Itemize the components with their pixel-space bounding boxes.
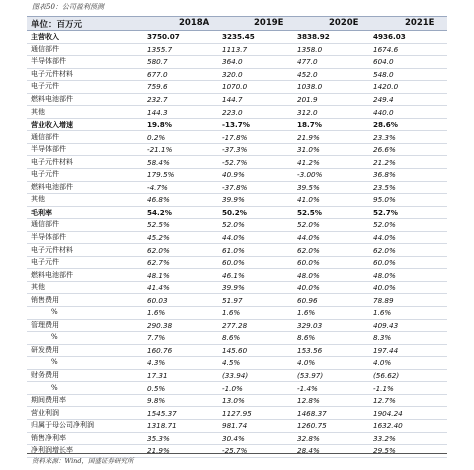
cell-value: 44.0%: [220, 231, 295, 244]
row-label: 财务费用: [27, 369, 145, 382]
cell-value: 320.0: [220, 68, 295, 81]
cell-value: 39.5%: [295, 181, 371, 194]
cell-value: 677.0: [145, 68, 220, 81]
row-label: 电子元件材料: [27, 68, 145, 81]
row-label: 燃料电池部件: [27, 181, 145, 194]
row-label: 半导体部件: [27, 143, 145, 156]
cell-value: -1.0%: [220, 382, 295, 395]
cell-value: -37.8%: [220, 181, 295, 194]
cell-value: 0.5%: [145, 382, 220, 395]
cell-value: 144.7: [220, 93, 295, 106]
cell-value: 39.9%: [220, 194, 295, 207]
row-label: 燃料电池部件: [27, 269, 145, 282]
cell-value: 1038.0: [295, 81, 371, 94]
cell-value: 78.89: [371, 294, 447, 307]
table-caption: 图表50：公司盈利预测: [32, 3, 104, 11]
row-label: 半导体部件: [27, 56, 145, 69]
row-label: 归属于母公司净利润: [27, 419, 145, 432]
cell-value: 4.5%: [220, 357, 295, 370]
cell-value: 36.8%: [371, 169, 447, 182]
cell-value: 52.0%: [220, 219, 295, 232]
table-row: [27, 269, 447, 282]
cell-value: 60.0%: [220, 256, 295, 269]
row-label: 销售净利率: [27, 432, 145, 445]
row-label: 通信部件: [27, 131, 145, 144]
cell-value: 3235.45: [220, 31, 295, 43]
cell-value: -21.1%: [145, 143, 220, 156]
cell-value: 440.0: [371, 106, 447, 119]
row-label: %: [27, 332, 145, 345]
cell-value: 41.0%: [295, 194, 371, 207]
cell-value: 13.0%: [220, 394, 295, 407]
cell-value: 160.76: [145, 344, 220, 357]
row-label: 净利润增长率: [27, 445, 145, 458]
cell-value: 1545.37: [145, 407, 220, 420]
table-row: [27, 68, 447, 81]
cell-value: 1358.0: [295, 43, 371, 56]
cell-value: 48.0%: [371, 269, 447, 282]
cell-value: -52.7%: [220, 156, 295, 169]
table-row: [27, 432, 447, 445]
table-row: [27, 56, 447, 69]
table-row: [27, 206, 447, 219]
table-row: [27, 294, 447, 307]
cell-value: 51.97: [220, 294, 295, 307]
table-row: [27, 307, 447, 320]
table-row: [27, 81, 447, 94]
cell-value: 60.0%: [371, 256, 447, 269]
cell-value: (33.94): [220, 369, 295, 382]
cell-value: 0.2%: [145, 131, 220, 144]
cell-value: 329.03: [295, 319, 371, 332]
cell-value: 277.28: [220, 319, 295, 332]
cell-value: 61.0%: [220, 244, 295, 257]
cell-value: 153.56: [295, 344, 371, 357]
table-row: [27, 319, 447, 332]
cell-value: 3750.07: [145, 31, 220, 43]
cell-value: 41.4%: [145, 281, 220, 294]
row-label: 通信部件: [27, 219, 145, 232]
cell-value: 33.2%: [371, 432, 447, 445]
table-row: [27, 369, 447, 382]
row-label: 毛利率: [27, 206, 145, 219]
row-label: 主营收入: [27, 31, 145, 43]
year-header-2019: 2019E: [254, 18, 284, 28]
cell-value: 40.0%: [295, 281, 371, 294]
cell-value: 50.2%: [220, 206, 295, 219]
cell-value: 1355.7: [145, 43, 220, 56]
cell-value: 40.0%: [371, 281, 447, 294]
cell-value: 48.1%: [145, 269, 220, 282]
cell-value: 1.6%: [220, 307, 295, 320]
cell-value: 1632.40: [371, 419, 447, 432]
row-label: 电子元件: [27, 169, 145, 182]
cell-value: 21.2%: [371, 156, 447, 169]
cell-value: 60.96: [295, 294, 371, 307]
cell-value: 4936.03: [371, 31, 447, 43]
cell-value: 580.7: [145, 56, 220, 69]
year-header-2018: 2018A: [179, 18, 210, 28]
table-row: [27, 169, 447, 182]
cell-value: 232.7: [145, 93, 220, 106]
table-row: [27, 43, 447, 56]
cell-value: 52.5%: [295, 206, 371, 219]
cell-value: 9.8%: [145, 394, 220, 407]
cell-value: 4.0%: [295, 357, 371, 370]
table-row: [27, 131, 447, 144]
table-row: [27, 357, 447, 370]
cell-value: 1318.71: [145, 419, 220, 432]
cell-value: 452.0: [295, 68, 371, 81]
unit-label: 单位：百万元: [31, 20, 83, 30]
cell-value: 39.9%: [220, 281, 295, 294]
footer-rule: [27, 453, 447, 454]
table-row: [27, 256, 447, 269]
cell-value: 48.0%: [295, 269, 371, 282]
cell-value: 23.3%: [371, 131, 447, 144]
forecast-table: [27, 31, 447, 458]
cell-value: 17.31: [145, 369, 220, 382]
table-row: [27, 344, 447, 357]
cell-value: 41.2%: [295, 156, 371, 169]
cell-value: 1127.95: [220, 407, 295, 420]
cell-value: 62.0%: [145, 244, 220, 257]
cell-value: -4.7%: [145, 181, 220, 194]
cell-value: 60.0%: [295, 256, 371, 269]
cell-value: 7.7%: [145, 332, 220, 345]
cell-value: 40.9%: [220, 169, 295, 182]
cell-value: 1070.0: [220, 81, 295, 94]
row-label: 营业收入增速: [27, 118, 145, 131]
table-row: [27, 31, 447, 43]
table-row: [27, 407, 447, 420]
cell-value: 35.3%: [145, 432, 220, 445]
cell-value: 52.5%: [145, 219, 220, 232]
cell-value: 290.38: [145, 319, 220, 332]
cell-value: 19.8%: [145, 118, 220, 131]
row-label: 半导体部件: [27, 231, 145, 244]
cell-value: 548.0: [371, 68, 447, 81]
table-row: [27, 93, 447, 106]
row-label: 其他: [27, 281, 145, 294]
row-label: 燃料电池部件: [27, 93, 145, 106]
cell-value: -1.1%: [371, 382, 447, 395]
row-label: 其他: [27, 106, 145, 119]
row-label: 通信部件: [27, 43, 145, 56]
cell-value: 52.7%: [371, 206, 447, 219]
cell-value: 44.0%: [371, 231, 447, 244]
cell-value: 26.6%: [371, 143, 447, 156]
cell-value: 1420.0: [371, 81, 447, 94]
table-row: [27, 419, 447, 432]
row-label: 期间费用率: [27, 394, 145, 407]
cell-value: 58.4%: [145, 156, 220, 169]
row-label: 研发费用: [27, 344, 145, 357]
year-header-2021: 2021E: [405, 18, 435, 28]
cell-value: 145.60: [220, 344, 295, 357]
cell-value: 18.7%: [295, 118, 371, 131]
cell-value: 249.4: [371, 93, 447, 106]
row-label: 销售费用: [27, 294, 145, 307]
cell-value: -37.3%: [220, 143, 295, 156]
cell-value: (53.97): [295, 369, 371, 382]
cell-value: 21.9%: [295, 131, 371, 144]
cell-value: 201.9: [295, 93, 371, 106]
table-row: [27, 382, 447, 395]
table-row: [27, 143, 447, 156]
cell-value: 1113.7: [220, 43, 295, 56]
table-row: [27, 106, 447, 119]
cell-value: 46.1%: [220, 269, 295, 282]
cell-value: 4.0%: [371, 357, 447, 370]
cell-value: 21.9%: [145, 445, 220, 458]
cell-value: 1468.37: [295, 407, 371, 420]
cell-value: 197.44: [371, 344, 447, 357]
cell-value: 62.0%: [295, 244, 371, 257]
row-label: %: [27, 307, 145, 320]
cell-value: 1.6%: [371, 307, 447, 320]
cell-value: -13.7%: [220, 118, 295, 131]
cell-value: 8.3%: [371, 332, 447, 345]
row-label: 电子元件材料: [27, 244, 145, 257]
table-header: [27, 16, 447, 31]
cell-value: 60.03: [145, 294, 220, 307]
table-row: [27, 281, 447, 294]
table-row: [27, 394, 447, 407]
table-row: [27, 231, 447, 244]
cell-value: 223.0: [220, 106, 295, 119]
cell-value: 179.5%: [145, 169, 220, 182]
table-row: [27, 118, 447, 131]
cell-value: 1260.75: [295, 419, 371, 432]
cell-value: -17.8%: [220, 131, 295, 144]
row-label: %: [27, 357, 145, 370]
cell-value: -1.4%: [295, 382, 371, 395]
cell-value: 52.0%: [371, 219, 447, 232]
cell-value: 32.8%: [295, 432, 371, 445]
cell-value: 1674.6: [371, 43, 447, 56]
cell-value: 8.6%: [220, 332, 295, 345]
row-label: 电子元件: [27, 81, 145, 94]
row-label: 电子元件: [27, 256, 145, 269]
cell-value: 52.0%: [295, 219, 371, 232]
cell-value: -3.00%: [295, 169, 371, 182]
cell-value: 45.2%: [145, 231, 220, 244]
cell-value: 1.6%: [295, 307, 371, 320]
cell-value: (56.62): [371, 369, 447, 382]
cell-value: 31.0%: [295, 143, 371, 156]
table-row: [27, 244, 447, 257]
cell-value: 409.43: [371, 319, 447, 332]
cell-value: 8.6%: [295, 332, 371, 345]
row-label: 管理费用: [27, 319, 145, 332]
row-label: 电子元件材料: [27, 156, 145, 169]
cell-value: 1.6%: [145, 307, 220, 320]
cell-value: 4.3%: [145, 357, 220, 370]
cell-value: 144.3: [145, 106, 220, 119]
source-note: 资料来源：Wind，国盛证券研究所: [32, 457, 134, 465]
table-row: [27, 332, 447, 345]
cell-value: 477.0: [295, 56, 371, 69]
row-label: %: [27, 382, 145, 395]
cell-value: 29.5%: [371, 445, 447, 458]
cell-value: 12.8%: [295, 394, 371, 407]
table-row: [27, 181, 447, 194]
cell-value: 28.4%: [295, 445, 371, 458]
cell-value: 12.7%: [371, 394, 447, 407]
cell-value: 95.0%: [371, 194, 447, 207]
cell-value: 30.4%: [220, 432, 295, 445]
cell-value: 604.0: [371, 56, 447, 69]
row-label: 其他: [27, 194, 145, 207]
cell-value: 62.7%: [145, 256, 220, 269]
row-label: 营业利润: [27, 407, 145, 420]
cell-value: 23.5%: [371, 181, 447, 194]
cell-value: 3838.92: [295, 31, 371, 43]
cell-value: 54.2%: [145, 206, 220, 219]
table-row: [27, 156, 447, 169]
table-row: [27, 194, 447, 207]
table-row: [27, 219, 447, 232]
cell-value: 312.0: [295, 106, 371, 119]
cell-value: 28.6%: [371, 118, 447, 131]
year-header-2020: 2020E: [329, 18, 359, 28]
cell-value: 44.0%: [295, 231, 371, 244]
cell-value: 981.74: [220, 419, 295, 432]
cell-value: 46.8%: [145, 194, 220, 207]
cell-value: 62.0%: [371, 244, 447, 257]
cell-value: 1904.24: [371, 407, 447, 420]
cell-value: 759.6: [145, 81, 220, 94]
cell-value: -25.7%: [220, 445, 295, 458]
cell-value: 364.0: [220, 56, 295, 69]
